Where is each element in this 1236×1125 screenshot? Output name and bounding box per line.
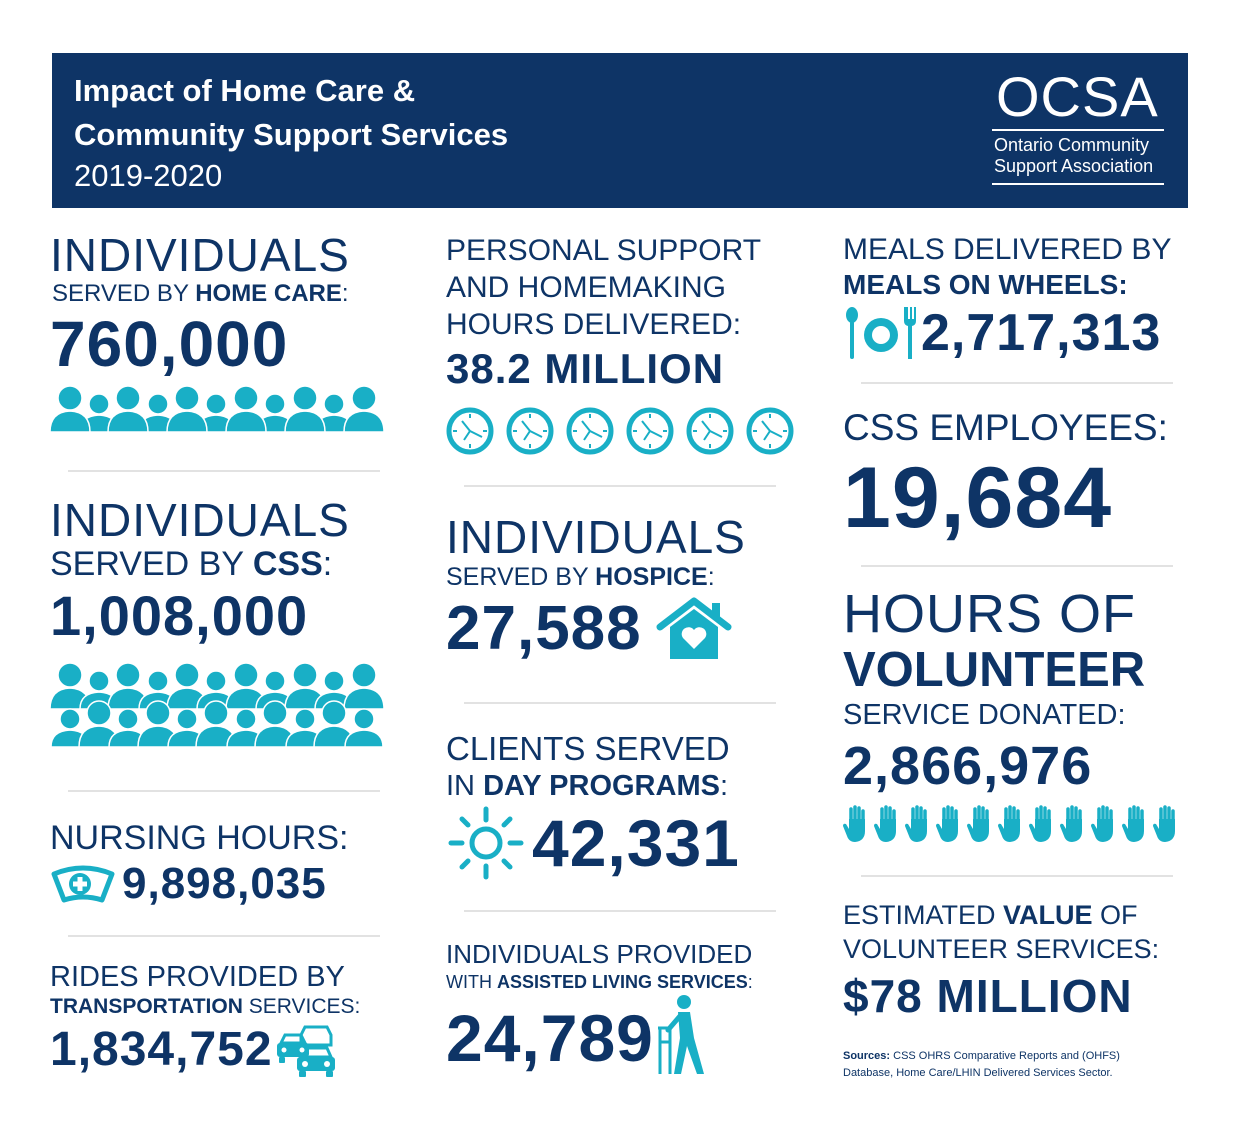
stat-label: MEALS ON WHEELS: xyxy=(843,269,1128,300)
raised-hand-icon xyxy=(936,805,965,843)
stat-label: ESTIMATED VALUE OF xyxy=(843,900,1138,930)
raised-hand-icon xyxy=(1122,805,1151,843)
stat-label: RIDES PROVIDED BY xyxy=(50,961,345,993)
divider xyxy=(861,382,1173,384)
stat-value: 24,789 xyxy=(446,1001,654,1075)
clock-icon xyxy=(506,407,554,455)
stat-day-programs xyxy=(446,730,796,882)
people-group-icon xyxy=(50,384,395,432)
clock-icon xyxy=(746,407,794,455)
plate-utensils-icon xyxy=(843,305,919,361)
stat-nursing xyxy=(50,818,395,910)
stat-value-row xyxy=(446,994,796,1078)
logo-subtitle-1: Ontario Community xyxy=(994,135,1150,155)
stat-label: CSS EMPLOYEES: xyxy=(843,407,1168,448)
stat-volunteer-hours xyxy=(843,585,1193,843)
stat-label: VOLUNTEER xyxy=(843,643,1146,697)
stat-value: $78 MILLION xyxy=(843,970,1133,1022)
clock-icon-row xyxy=(446,407,796,455)
page-title xyxy=(74,69,508,157)
divider xyxy=(861,565,1173,567)
logo-subtitle-2: Support Association xyxy=(994,156,1154,176)
stat-label: INDIVIDUALS PROVIDED xyxy=(446,939,753,969)
stat-value-row xyxy=(446,592,796,666)
stat-home-care xyxy=(50,230,395,432)
stat-value: 38.2 MILLION xyxy=(446,345,725,392)
stat-label: SERVED BY CSS: xyxy=(50,545,333,583)
stat-employees xyxy=(843,406,1193,546)
stat-label: PERSONAL SUPPORT xyxy=(446,234,762,267)
stat-value-row xyxy=(843,302,1193,364)
logo-mark: OCSA xyxy=(996,65,1159,128)
stat-label: HOURS DELIVERED: xyxy=(446,308,742,341)
stat-label: NURSING HOURS: xyxy=(50,819,349,857)
raised-hand-icon xyxy=(1153,805,1182,843)
raised-hand-icon xyxy=(967,805,996,843)
raised-hand-icon xyxy=(843,805,872,843)
ocsa-logo xyxy=(992,65,1164,189)
logo-rule xyxy=(992,129,1164,131)
divider xyxy=(464,910,776,912)
stat-css xyxy=(50,495,395,747)
stat-value: 2,717,313 xyxy=(921,304,1162,362)
stat-value: 1,008,000 xyxy=(50,584,309,647)
stat-hospice xyxy=(446,512,796,666)
stat-value: 1,834,752 xyxy=(50,1023,273,1076)
stat-value-row xyxy=(50,858,395,910)
divider xyxy=(861,875,1173,877)
raised-hand-icon-row xyxy=(843,805,1193,843)
divider xyxy=(68,470,380,472)
stat-label: VOLUNTEER SERVICES: xyxy=(843,934,1160,964)
header-banner xyxy=(52,53,1188,208)
clock-icon xyxy=(446,407,494,455)
stat-label: SERVICE DONATED: xyxy=(843,699,1126,731)
house-heart-icon xyxy=(656,597,732,661)
person-walker-icon xyxy=(656,994,716,1078)
stat-value: 42,331 xyxy=(532,806,740,880)
stat-label: WITH ASSISTED LIVING SERVICES: xyxy=(446,972,753,992)
stat-meals xyxy=(843,232,1193,364)
stat-label: CLIENTS SERVED xyxy=(446,730,730,767)
stat-value: 19,684 xyxy=(843,450,1113,546)
stat-label: INDIVIDUALS xyxy=(50,229,350,281)
stat-volunteer-value xyxy=(843,898,1193,1082)
stat-value: 2,866,976 xyxy=(843,736,1093,796)
clock-icon xyxy=(686,407,734,455)
divider xyxy=(68,790,380,792)
raised-hand-icon xyxy=(1029,805,1058,843)
raised-hand-icon xyxy=(1060,805,1089,843)
stat-label: AND HOMEMAKING xyxy=(446,271,727,304)
raised-hand-icon xyxy=(998,805,1027,843)
stat-label: HOURS OF xyxy=(843,584,1137,644)
clock-icon xyxy=(566,407,614,455)
raised-hand-icon xyxy=(905,805,934,843)
stat-label: SERVED BY HOSPICE: xyxy=(446,563,715,591)
raised-hand-icon xyxy=(874,805,903,843)
stat-assisted-living xyxy=(446,938,796,1078)
nurse-cap-icon xyxy=(50,862,116,906)
stat-value: 27,588 xyxy=(446,594,642,663)
stat-personal-support xyxy=(446,232,796,455)
stat-label: INDIVIDUALS xyxy=(446,511,746,563)
divider xyxy=(68,935,380,937)
raised-hand-icon xyxy=(1091,805,1120,843)
divider xyxy=(464,485,776,487)
stat-label: MEALS DELIVERED BY xyxy=(843,233,1172,266)
sources-note: Sources: CSS OHRS Comparative Reports and (OHFS) Database, Home Care/LHIN Delivered Services Sector. xyxy=(843,1050,1120,1079)
logo-rule-bottom xyxy=(992,183,1164,185)
clock-icon xyxy=(626,407,674,455)
stat-value: 760,000 xyxy=(50,308,289,380)
stat-label: INDIVIDUALS xyxy=(50,494,350,546)
stat-value: 9,898,035 xyxy=(122,859,327,908)
stat-label: IN DAY PROGRAMS: xyxy=(446,770,729,802)
people-crowd-icon xyxy=(50,661,395,747)
stat-label: TRANSPORTATION SERVICES: xyxy=(50,995,361,1018)
stat-value-row xyxy=(50,1020,395,1080)
stat-label: SERVED BY HOME CARE: xyxy=(52,280,349,307)
sun-icon xyxy=(446,806,526,880)
stat-value-row xyxy=(446,804,796,882)
cars-icon xyxy=(275,1023,337,1077)
title-line-2: Community Support Services xyxy=(74,117,509,152)
stat-transportation xyxy=(50,960,395,1080)
divider xyxy=(464,702,776,704)
year-range: 2019-2020 xyxy=(74,158,223,193)
title-line-1: Impact of Home Care & xyxy=(74,73,416,108)
